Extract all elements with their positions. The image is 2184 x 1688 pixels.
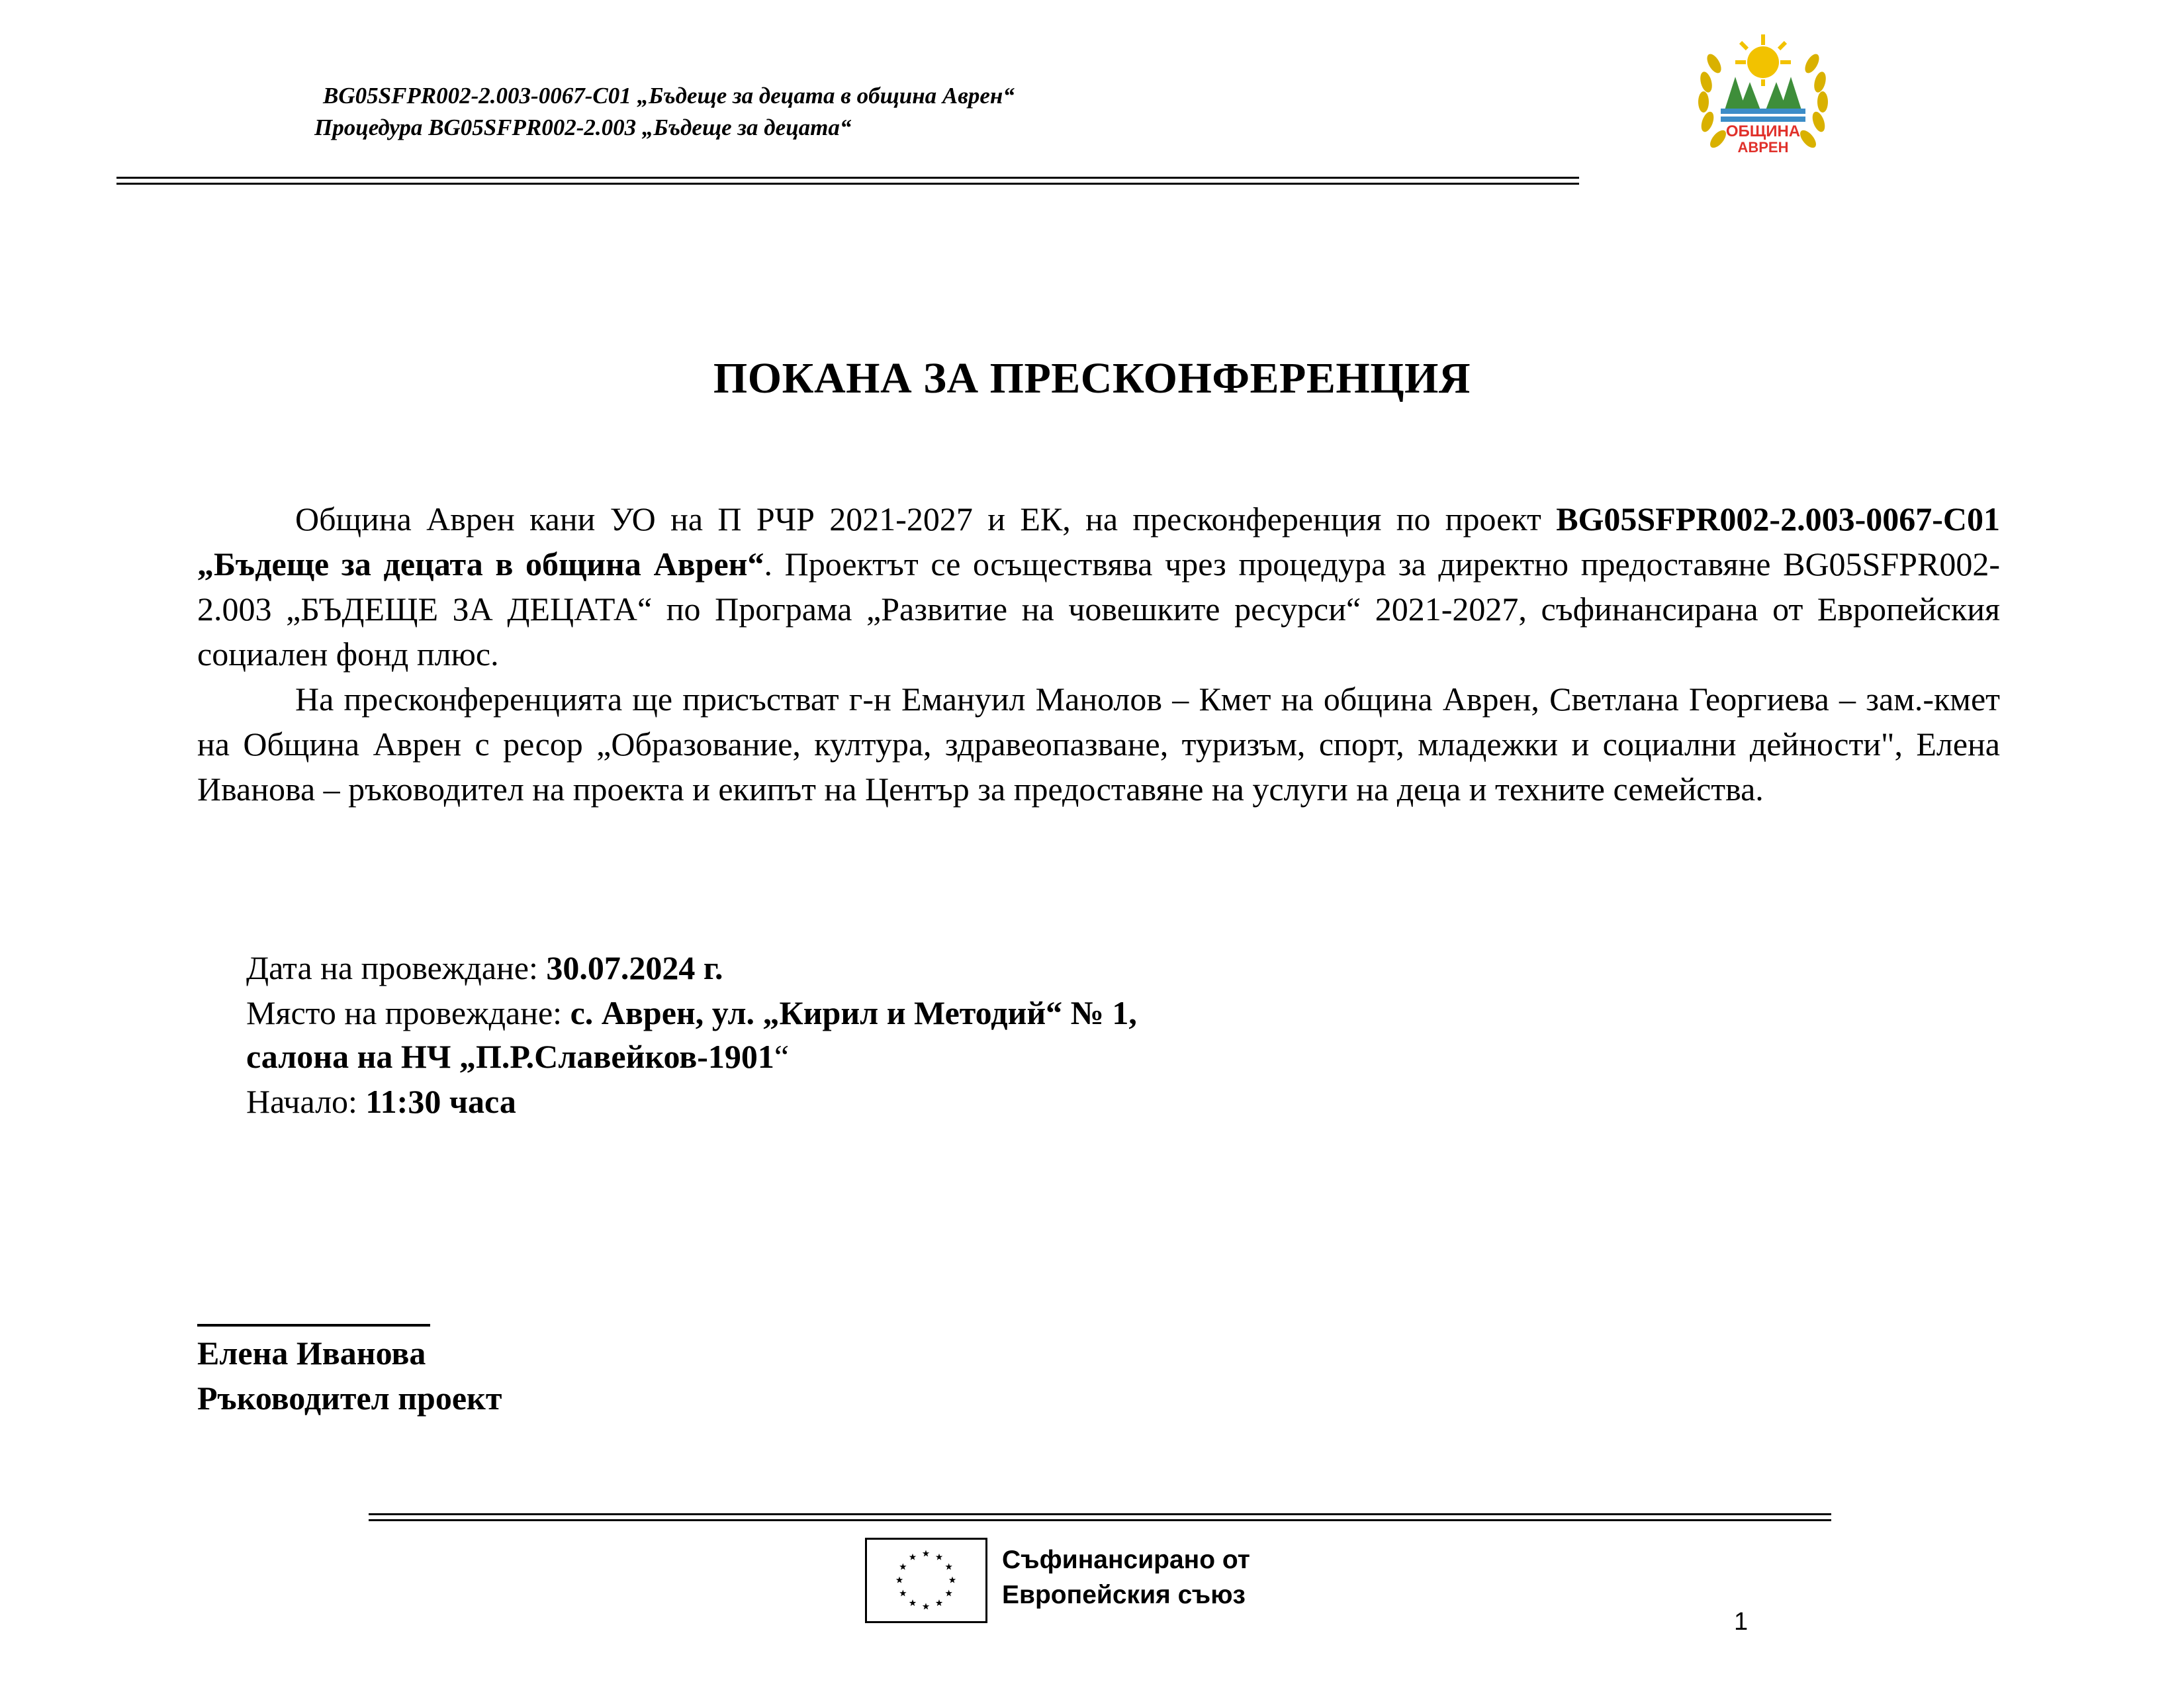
logo-text-line2: АВРЕН — [1737, 139, 1789, 156]
header-procedure: Процедура BG05SFPR002-2.003 „Бъдеще за децата“ — [314, 115, 852, 140]
start-line — [246, 1079, 516, 1124]
signatory-role: Ръководител проект — [197, 1380, 502, 1417]
paragraph1-intro: Община Аврен кани УО на П РЧР 2021-2027 и ЕК, на пресконференция по проект — [295, 500, 1557, 538]
start-label: Начало: — [246, 1083, 366, 1120]
eu-star-icon — [945, 1590, 952, 1597]
header-project-code: BG05SFPR002-2.003-0067-C01 „Бъдеще за децата в община Аврен“ — [323, 83, 1015, 109]
place-line — [246, 990, 1137, 1035]
place-value-continued: салона на НЧ „П.Р.Славейков-1901 — [246, 1038, 774, 1075]
municipality-logo — [1692, 24, 1835, 167]
eu-star-icon — [936, 1599, 942, 1606]
eu-star-icon — [896, 1577, 903, 1583]
place-label: Място на провеждане: — [246, 994, 570, 1031]
eu-star-icon — [909, 1554, 916, 1560]
page-title: ПОКАНА ЗА ПРЕСКОНФЕРЕНЦИЯ — [713, 354, 1471, 402]
eu-star-icon — [899, 1590, 906, 1597]
logo-text-line1: ОБЩИНА — [1725, 122, 1801, 140]
start-value: 11:30 часа — [365, 1083, 516, 1120]
header-divider — [116, 177, 1579, 185]
eu-star-icon — [945, 1564, 952, 1570]
date-line — [246, 945, 723, 990]
eu-star-icon — [899, 1564, 906, 1570]
eu-star-icon — [923, 1550, 929, 1557]
page-number: 1 — [1734, 1608, 1749, 1636]
eu-star-icon — [909, 1599, 916, 1606]
place-value-closing-quote: “ — [774, 1038, 790, 1075]
eu-star-icon — [949, 1577, 956, 1583]
eu-star-icon — [936, 1554, 942, 1560]
paragraph1-body: . Проектът се осъществява чрез процедура за директно предоставяне BG05SFPR002-2.003 „БЪДЕЩЕ ЗА ДЕЦАТА“ по Програма „Развитие на човешките ресурси“ 2021-2027, съфинансирана от Европейския социален фонд плюс. — [197, 545, 2000, 673]
eu-stars-icon — [867, 1540, 985, 1621]
invitation-paragraph — [197, 496, 2000, 677]
signature-line — [197, 1324, 430, 1327]
date-label: Дата на провеждане: — [246, 949, 547, 986]
place-line-2 — [246, 1034, 789, 1079]
place-value: с. Аврен, ул. „Кирил и Методий“ № 1, — [570, 994, 1137, 1031]
eu-star-icon — [923, 1603, 929, 1610]
signatory-name: Елена Иванова — [197, 1335, 426, 1372]
paragraph1-project-name: BG05SFPR002-2.003-0067-C01 „Бъдеще за децата в община Аврен“ — [197, 500, 2000, 583]
date-value: 30.07.2024 г. — [546, 949, 723, 986]
eu-flag-icon — [865, 1538, 987, 1623]
footer-divider — [369, 1513, 1831, 1521]
eu-cofunded-line2: Европейския съюз — [1002, 1581, 1246, 1609]
eu-cofunded-line1: Съфинансирано от — [1002, 1546, 1250, 1574]
attendees-paragraph: На пресконференцията ще присъстват г-н Емануил Манолов – Кмет на община Аврен, Светлана Георгиева – зам.-кмет на Община Аврен с ресор „Образование, култура, здравеопазване, туризъм, спорт, младежки и социални дейности", Елена Иванова – ръководител на проекта и екипът на Център за предоставяне на услуги на деца и техните семейства. — [197, 680, 2000, 808]
